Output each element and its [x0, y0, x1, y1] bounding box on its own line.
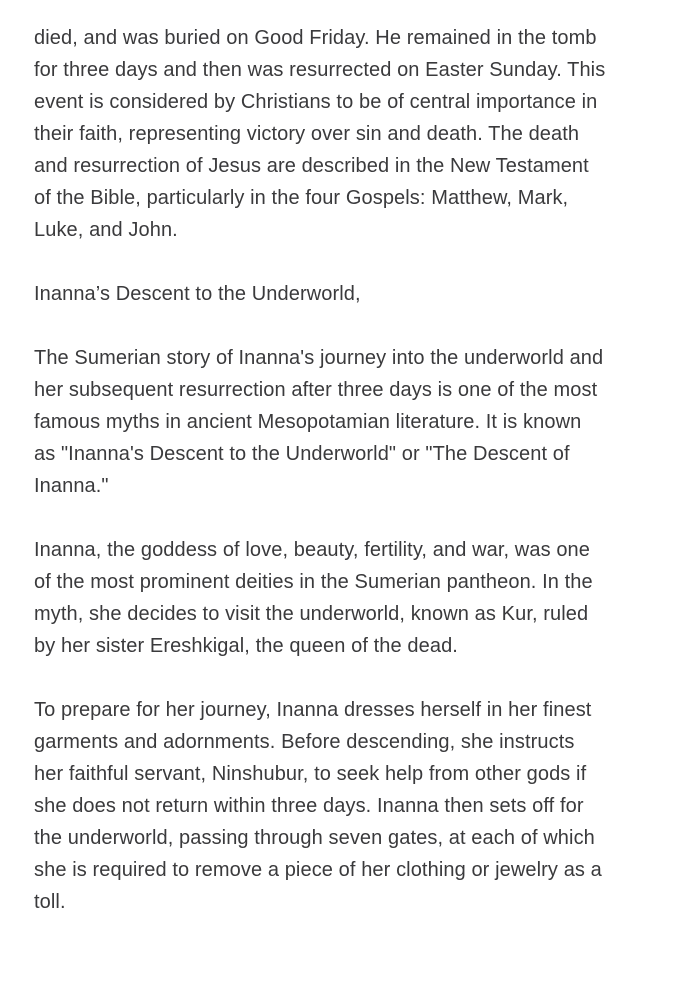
paragraph-sumerian-story: The Sumerian story of Inanna's journey into the underworld and her subsequent resurrection after three days is one of the most famous myths in ancient Mesopotamian literature. It is known as "Inanna's Descent to the Underworld" or "The Descent of Inanna." — [34, 347, 604, 497]
section-heading-inanna: Inanna’s Descent to the Underworld, — [34, 283, 361, 305]
paragraph-inanna-goddess: Inanna, the goddess of love, beauty, fertility, and war, was one of the most prominent deities in the Sumerian pantheon. In the myth, she decides to visit the underworld, known as Kur, ruled by her sister Ereshkigal, the queen of the dead. — [34, 539, 593, 657]
paragraph-inanna-journey: To prepare for her journey, Inanna dresses herself in her finest garments and adornments. Before descending, she instructs her faithful servant, Ninshubur, to seek help from other gods if she does not return within three days. Inanna then sets off for the underworld, passing through seven gates, at each of which she is required to remove a piece of her clothing or jewelry as a toll. — [34, 699, 602, 913]
paragraph-jesus-resurrection: died, and was buried on Good Friday. He remained in the tomb for three days and then was resurrected on Easter Sunday. This event is considered by Christians to be of central importance in their faith, representing victory over sin and death. The death and resurrection of Jesus are described in the New Testament of the Bible, particularly in the four Gospels: Matthew, Mark, Luke, and John. — [34, 27, 606, 241]
document-body — [34, 22, 674, 950]
